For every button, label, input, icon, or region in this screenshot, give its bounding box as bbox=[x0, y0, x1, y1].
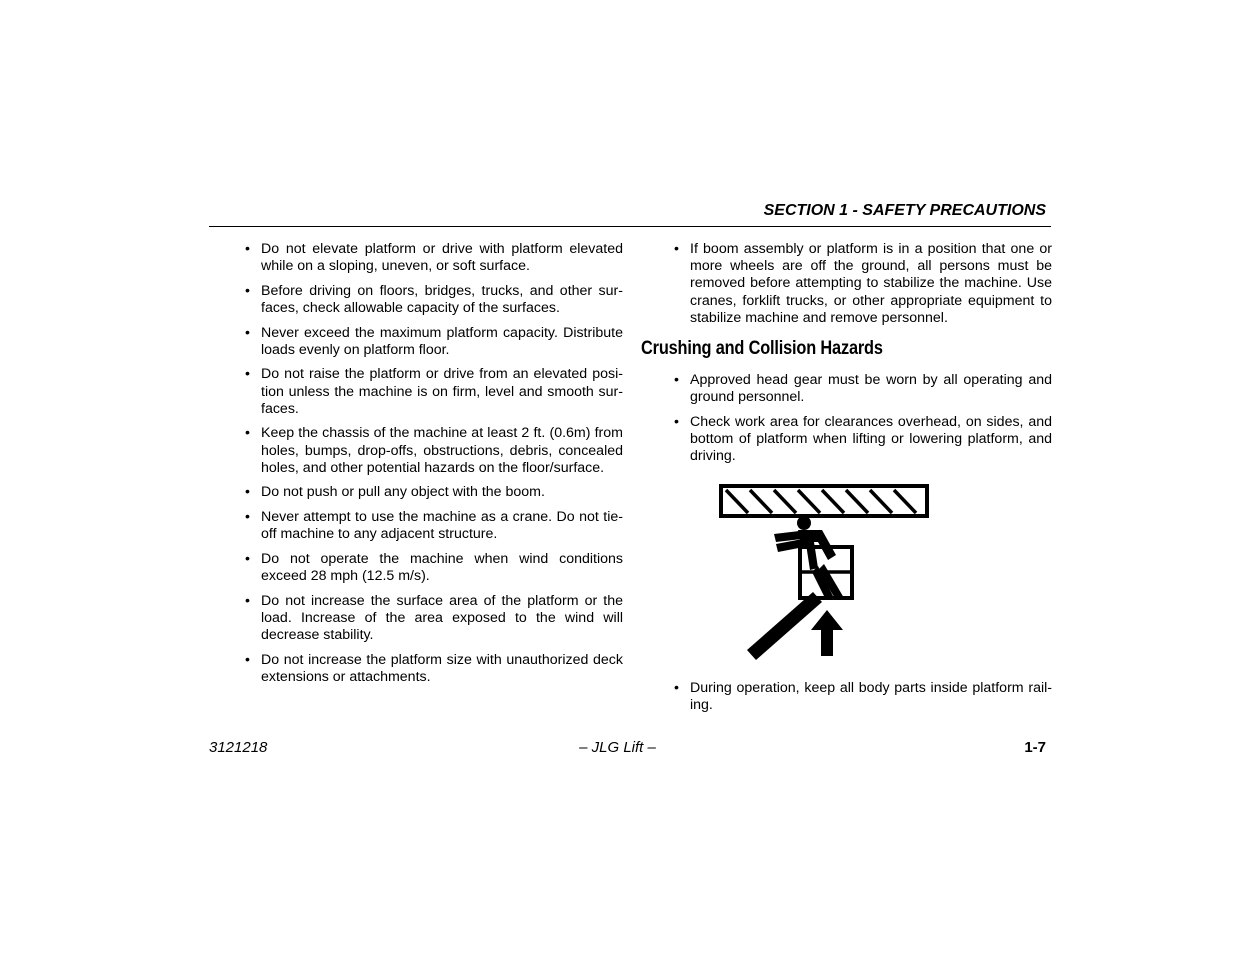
left-bullet-list bbox=[245, 241, 623, 693]
list-item: • Do not elevate platform or drive with platform elevated while on a sloping, uneven, or soft surface. bbox=[245, 241, 623, 275]
list-item: • Do not raise the platform or drive from an elevated posi-tion unless the machine is on firm, level and smooth sur-faces. bbox=[245, 366, 623, 418]
crushing-hazard-icon bbox=[712, 480, 937, 665]
section-header: SECTION 1 - SAFETY PRECAUTIONS bbox=[763, 202, 1046, 219]
page-number: 1-7 bbox=[1024, 739, 1046, 756]
list-item: • Do not operate the machine when wind conditions exceed 28 mph (12.5 m/s). bbox=[245, 551, 623, 585]
list-item: • Never attempt to use the machine as a crane. Do not tie-off machine to any adjacent structure. bbox=[245, 509, 623, 543]
list-item: • Approved head gear must be worn by all operating and ground personnel. bbox=[674, 372, 1052, 406]
hazard-bullet-list bbox=[674, 372, 1052, 473]
footer-title: – JLG Lift – bbox=[579, 739, 656, 756]
list-item: • If boom assembly or platform is in a position that one or more wheels are off the ground, all persons must be removed before attempting to stabilize the machine. Use cranes, forklift trucks, or other appropriate equipment to stabilize machine and remove personnel. bbox=[674, 241, 1052, 327]
list-item: • Never exceed the maximum platform capacity. Distribute loads evenly on platform floor. bbox=[245, 325, 623, 359]
header-rule bbox=[209, 226, 1051, 227]
list-item: • Before driving on floors, bridges, trucks, and other sur-faces, check allowable capacity of the surfaces. bbox=[245, 283, 623, 317]
section-heading: Crushing and Collision Hazards bbox=[641, 338, 883, 359]
right-intro-bullet-list bbox=[674, 241, 1052, 334]
list-item: • Do not increase the platform size with unauthorized deck extensions or attachments. bbox=[245, 652, 623, 686]
list-item: • Keep the chassis of the machine at least 2 ft. (0.6m) from holes, bumps, drop-offs, obstructions, debris, concealed holes, and other potential hazards on the floor/surface. bbox=[245, 425, 623, 477]
list-item: • Do not increase the surface area of the platform or the load. Increase of the area exposed to the wind will decrease stability. bbox=[245, 593, 623, 645]
list-item: • Do not push or pull any object with the boom. bbox=[245, 484, 623, 501]
list-item: • During operation, keep all body parts inside platform rail-ing. bbox=[674, 680, 1052, 714]
doc-number: 3121218 bbox=[209, 739, 268, 756]
final-bullet-list bbox=[674, 680, 1052, 722]
list-item: • Check work area for clearances overhead, on sides, and bottom of platform when lifting or lowering platform, and driving. bbox=[674, 414, 1052, 466]
